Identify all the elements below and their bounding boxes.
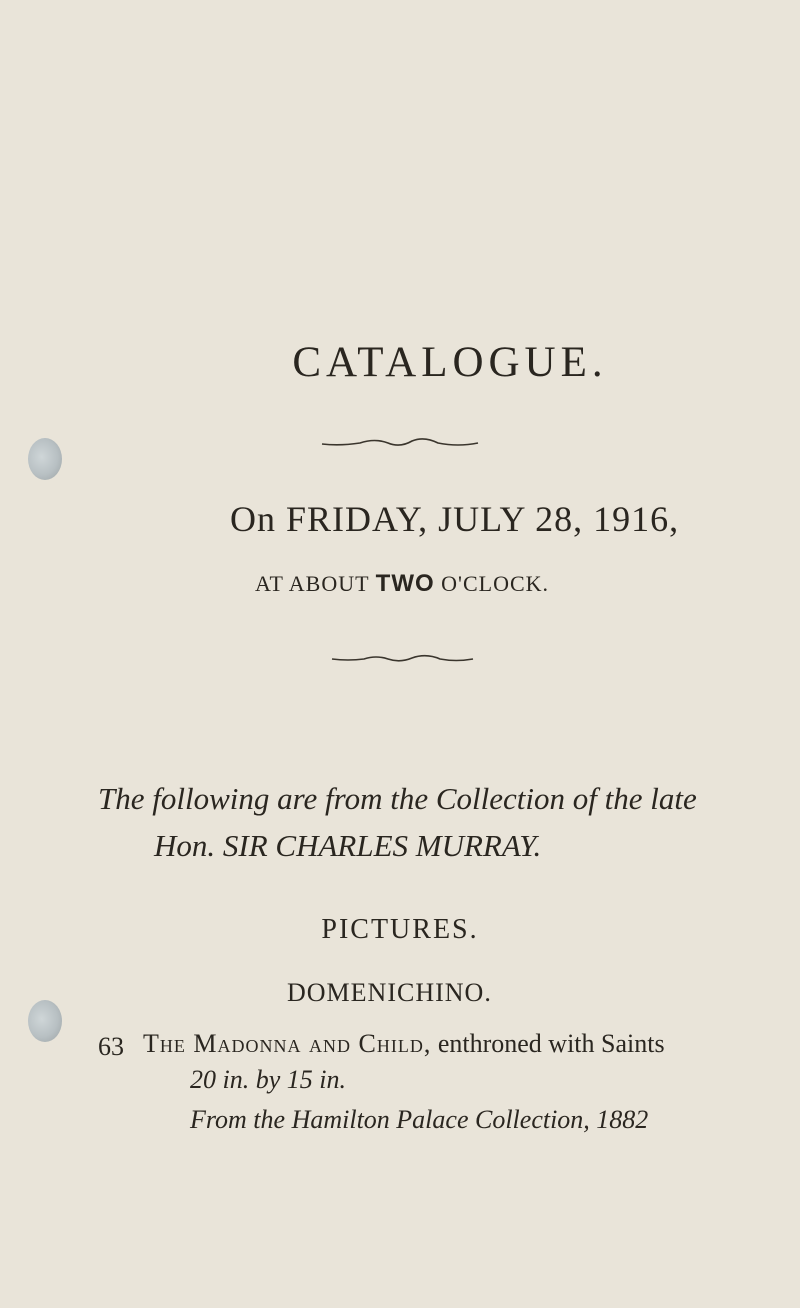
binding-hole-top (28, 438, 62, 480)
sale-date: On FRIDAY, JULY 28, 1916, (230, 499, 680, 539)
sale-time-suffix: O'CLOCK. (441, 571, 550, 596)
collection-intro (98, 775, 697, 869)
page-title: CATALOGUE. (292, 339, 608, 386)
flourish-middle (330, 652, 475, 666)
section-heading: PICTURES. (321, 914, 479, 945)
flourish-top (320, 436, 480, 450)
lot-number: 63 (98, 1032, 124, 1061)
lot-description (143, 1024, 665, 1064)
sale-time (255, 570, 549, 598)
lot-title: The Madonna and Child, (143, 1029, 432, 1058)
lot-dimensions: 20 in. by 15 in. (190, 1065, 346, 1094)
intro-line-2: Hon. SIR CHARLES MURRAY. (154, 828, 542, 863)
intro-line-1: The following are from the Collection of the late (98, 781, 697, 816)
lot-details (190, 1060, 648, 1140)
sale-time-prefix: AT ABOUT (255, 571, 370, 596)
lot-title-rest: enthroned with Saints (437, 1029, 665, 1058)
binding-hole-bottom (28, 1000, 62, 1042)
artist-name: DOMENICHINO. (287, 978, 492, 1007)
sale-time-hour: TWO (375, 570, 435, 597)
lot-provenance: From the Hamilton Palace Collection, 1882 (190, 1105, 649, 1134)
